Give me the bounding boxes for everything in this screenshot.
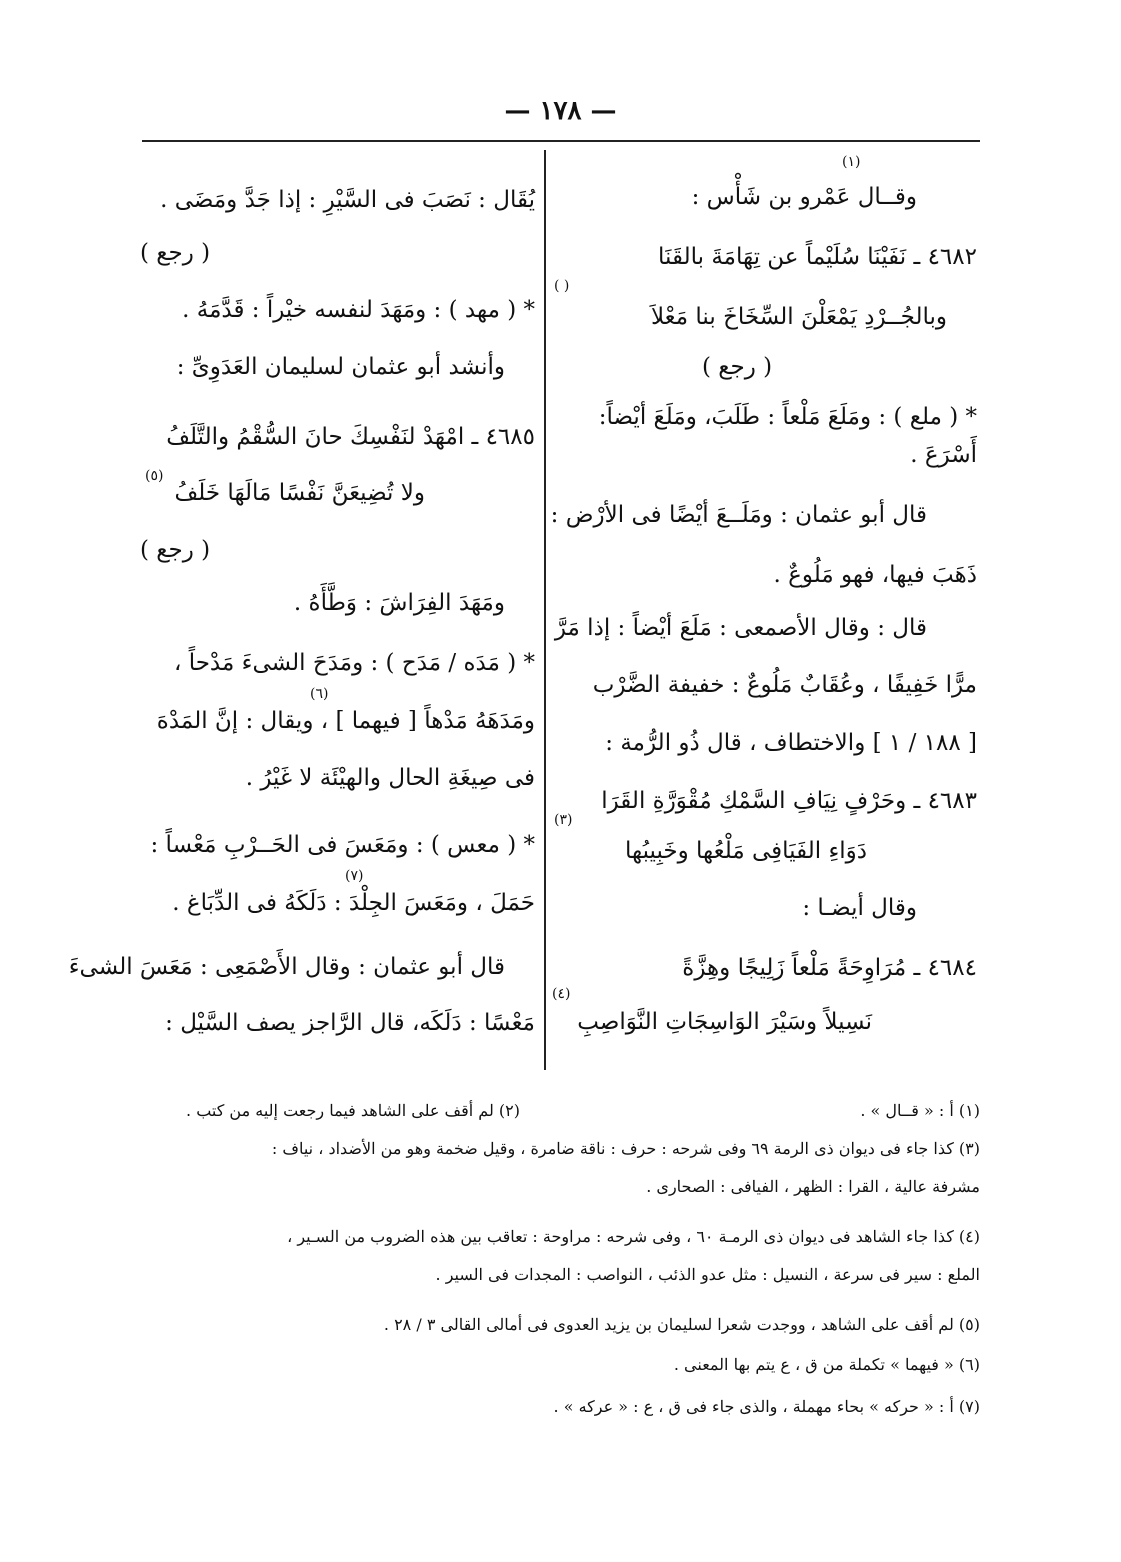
verse-line: ولا تُضِيعَنَّ نَفْسًا مَالَهَا خَلَفُ <box>174 480 425 506</box>
text-line: وقــال عَمْرو بن شَأْس : <box>691 184 917 210</box>
return-marker: ( رجع ) <box>702 354 773 380</box>
entry-heading: * ( مهد ) : ومَهَدَ لنفسه خيْراً : قَدَّمَهُ . <box>182 297 535 323</box>
footnote: (٥) لم أقف على الشاهد ، ووجدت شعرا لسليمان بن يزيد العدوى فى أمالى القالى ٣ / ٢٨ . <box>383 1315 980 1334</box>
top-rule <box>142 140 980 142</box>
return-marker: ( رجع ) <box>140 240 211 266</box>
text-line: حَمَلَ ، ومَعَسَ الجِلْدَ : دَلَكَهُ فى الدِّبَاغ . <box>172 890 535 916</box>
text-line: قال أبو عثمان : وقال الأَصْمَعِى : مَعَسَ الشىءَ <box>68 954 505 980</box>
text-line: وقال أيضـا : <box>802 895 917 921</box>
verse-line: ٤٦٨٥ ـ امْهَدْ لنَفْسِكَ حانَ السُّقْمُ والتَّلَفُ <box>166 424 535 450</box>
footnote: مشرفة عالية ، القرا : الظهر ، الفيافى : الصحارى . <box>646 1177 980 1196</box>
text-line: ذَهَبَ فيها، فهو مَلُوعٌ . <box>773 562 977 588</box>
footnote-marker: (٣) <box>554 812 573 828</box>
footnote-marker: (١) <box>842 154 861 170</box>
verse-line: ٤٦٨٢ ـ نَفَيْنَا سُلَيْماً عن تِهَامَةَ بالقَنَا <box>658 244 977 270</box>
column-divider <box>544 150 546 1070</box>
text-line: قال : وقال الأصمعى : مَلَعَ أيْضاً : إذا مَرَّ <box>554 615 927 641</box>
footnote-marker: (٤) <box>552 986 571 1002</box>
entry-heading: * ( مَدَه / مَدَح ) : ومَدَحَ الشىءَ مَدْحاً ، <box>173 650 535 676</box>
footnote: (٢) لم أقف على الشاهد فيما رجعت إليه من كتب . <box>186 1101 520 1120</box>
entry-heading: * ( ملع ) : ومَلَعَ مَلْعاً : طَلَبَ، ومَلَعَ أيْضاً: <box>598 404 977 430</box>
text-line: وأنشد أبو عثمان لسليمان العَدَوِىِّ : <box>176 354 505 380</box>
text-line: مَعْسًا : دَلَكَه، قال الرَّاجز يصف السَّيْل : <box>165 1010 535 1036</box>
page-number: — ١٧٨ — <box>504 96 617 126</box>
footnote-marker: (٦) <box>310 686 329 702</box>
footnote-marker: (٥) <box>145 468 164 484</box>
footnote-marker: (٧) <box>345 868 364 884</box>
verse-line: وبالجُــرْدِ يَمْعَلْنَ السِّخَاخَ بنا مَعْلاَ <box>650 304 947 330</box>
text-line: [ ١٨٨ / ١ ] والاختطاف ، قال ذُو الرُّمة : <box>605 730 977 756</box>
footnote: (٦) « فيهما » تكملة من ق ، ع يتم بها المعنى . <box>673 1355 980 1374</box>
verse-line: نَسِيلاً وسَيْرَ الوَاسِجَاتِ النَّوَاصِبِ <box>577 1009 872 1035</box>
footnote-marker: ( ) <box>554 278 570 294</box>
return-marker: ( رجع ) <box>140 537 211 563</box>
footnote: (١) أ : « قــال » . <box>860 1101 980 1120</box>
verse-line: ٤٦٨٣ ـ وحَرْفٍ نِيَافِ السَّمْكِ مُقْوَرَّةِ القَرَا <box>601 788 977 814</box>
footnote: (٣) كذا جاء فى ديوان ذى الرمة ٦٩ وفى شرحه : حرف : ناقة ضامرة ، وقيل ضخمة وهو من الأضداد ، نياف : <box>271 1139 980 1158</box>
text-line: ومَهَدَ الفِرَاشَ : وَطَّأَهُ . <box>293 590 505 616</box>
footnote: (٤) كذا جاء الشاهد فى ديوان ذى الرمـة ٦٠ ، وفى شرحه : مراوحة : تعاقب بين هذه الضروب من السـير ، <box>287 1227 980 1246</box>
text-line: فى صِيغَةِ الحال والهيْئَة لا غَيْرُ . <box>245 765 535 791</box>
text-line: ومَدَهَهُ مَدْهاً [ فيهما ] ، ويقال : إنَّ المَدْهَ <box>156 708 535 734</box>
text-line: أَسْرَعَ . <box>910 442 977 468</box>
verse-line: دَوَاءِ الفَيَافِى مَلْعُها وخَبِيبُها <box>624 838 867 864</box>
text-line: مرًّا خَفِيفًا ، وعُقَابٌ مَلُوعٌ : خفيفة الضَّرْب <box>592 672 977 698</box>
text-line: يُقَال : نَصَبَ فى السَّيْرِ : إذا جَدَّ ومَضَى . <box>160 187 535 213</box>
verse-line: ٤٦٨٤ ـ مُرَاوِحَةً مَلْعاً زَلِيجًا وهِزَّةً <box>682 955 977 981</box>
text-line: قال أبو عثمان : ومَلَــعَ أيْضًا فى الأرْض : <box>550 502 927 528</box>
footnote: (٧) أ : « حركه » بحاء مهملة ، والذى جاء فى ق ، ع : « عركه » . <box>553 1397 980 1416</box>
entry-heading: * ( معس ) : ومَعَسَ فى الحَــرْبِ مَعْساً : <box>150 832 535 858</box>
footnote: الملع : سير فى سرعة ، النسيل : مثل عدو الذئب ، النواصب : المجدات فى السير . <box>435 1265 980 1284</box>
